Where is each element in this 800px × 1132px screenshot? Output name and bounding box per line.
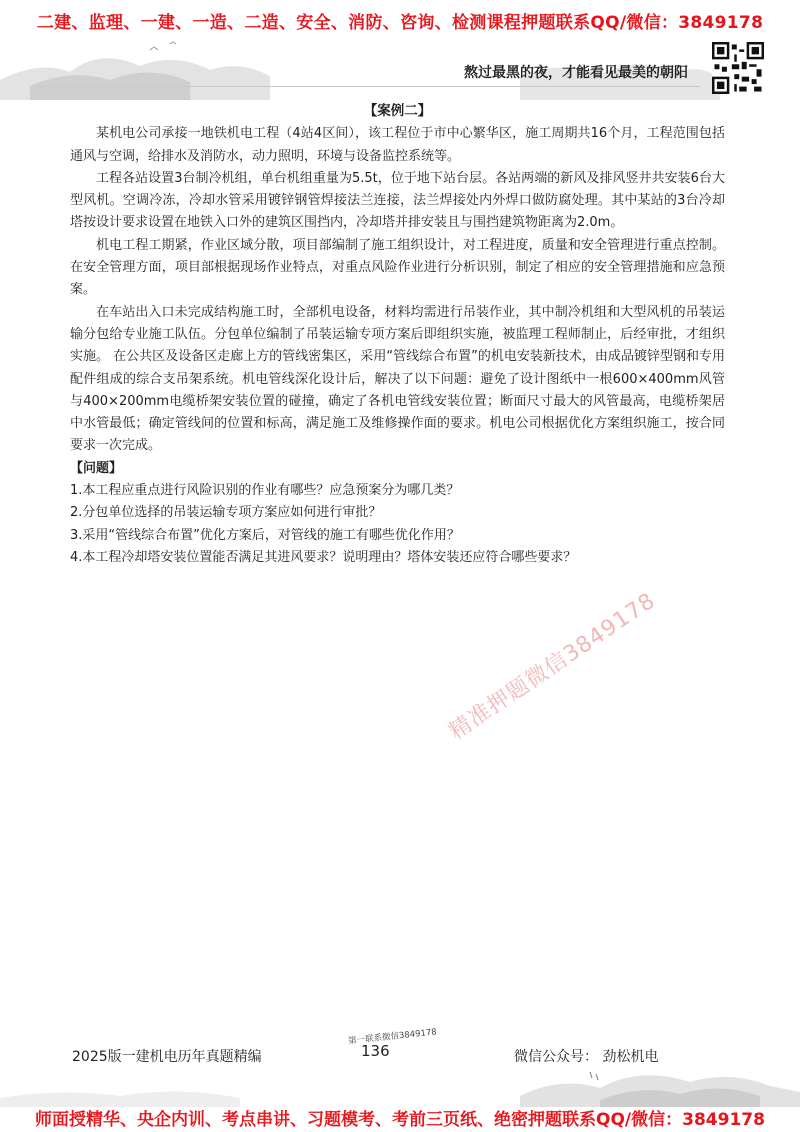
question-item: 3.采用“管线综合布置”优化方案后，对管线的施工有哪些优化作用？ [70, 527, 460, 543]
top-contact-banner: 二建、监理、一建、一造、二造、安全、消防、咨询、检测课程押题联系QQ/微信：3849178 [36, 13, 764, 33]
qr-code-icon [712, 42, 764, 94]
case-paragraph-2: 工程各站设置3台制冷机组，单台机组重量为5.5t，位于地下站台层。各站两端的新风及排风竖井共安装6台大型风机。空调冷冻，冷却水管采用镀锌钢管焊接法兰连接，法兰焊接处内外焊口做防腐处理。其中某站的3台冷却塔按设计要求设置在地铁入口外的建筑区围挡内，冷却塔并排安装且与围挡建筑物距离为2.0m。 [70, 170, 725, 231]
case-paragraph-1: 某机电公司承接一地铁机电工程（4站4区间），该工程位于市中心繁华区，施工周期共16个月，工程范围包括通风与空调，给排水及消防水，动力照明，环境与设备监控系统等。 [70, 126, 725, 164]
footer-book-title: 2025版一建机电历年真题精编 [72, 1049, 262, 1065]
footer-wechat-account: 微信公众号： 劲松机电 [514, 1049, 659, 1065]
ink-mountain-decoration-bottom [0, 1052, 800, 1107]
header-divider [40, 86, 700, 87]
case-paragraph-4: 在车站出入口未完成结构施工时，全部机电设备，材料均需进行吊装作业，其中制冷机组和大型风机的吊装运输分包给专业施工队伍。分包单位编制了吊装运输专项方案后即组织实施，被监理工程师制止，后经审批，才组织实施。 在公共区及设备区走廊上方的管线密集区，采用“管线综合布置”的机电安装新技术，由成品镀锌型钢和专用配件组成的综合支吊架系统。机电管线深化设计后，解决了以下问题：避免了设计图纸中一根600×400mm风管与400×200mm电缆桥架安装位置的碰撞，确定了各机电管线安装位置；断面尺寸最大的风管最高，电缆桥架居中水管最低；确定管线间的位置和标高，满足施工及维修操作面的要求。机电公司根据优化方案组织施工，按合同要求一次完成。 [70, 304, 725, 454]
questions-title: 【问题】 [70, 460, 123, 476]
footer-small-note: 第一联系微信3849178 [347, 1027, 438, 1047]
bottom-contact-banner: 师面授精华、央企内训、考点串讲、习题模考、考前三页纸、绝密押题联系QQ/微信：3849178 [35, 1110, 765, 1130]
case-title: 【案例二】 [363, 103, 432, 119]
diagonal-watermark: 精准押题微信3849178 [444, 588, 661, 745]
questions-list [70, 480, 725, 569]
case-paragraph-3: 机电工程工期紧，作业区域分散，项目部编制了施工组织设计，对工程进度，质量和安全管理进行重点控制。在安全管理方面，项目部根据现场作业特点，对重点风险作业进行分析识别，制定了相应的安全管理措施和应急预案。 [70, 237, 725, 298]
question-item: 2.分包单位选择的吊装运输专项方案应如何进行审批？ [70, 505, 382, 521]
page-number: 136 [361, 1042, 390, 1060]
question-item: 1.本工程应重点进行风险识别的作业有哪些？应急预案分为哪几类？ [70, 483, 460, 499]
header-motto: 熬过最黑的夜，才能看见最美的朝阳 [464, 65, 688, 81]
question-item: 4.本工程冷却塔安装位置能否满足其进风要求？说明理由？塔体安装还应符合哪些要求？ [70, 549, 577, 565]
case-content [70, 100, 725, 569]
